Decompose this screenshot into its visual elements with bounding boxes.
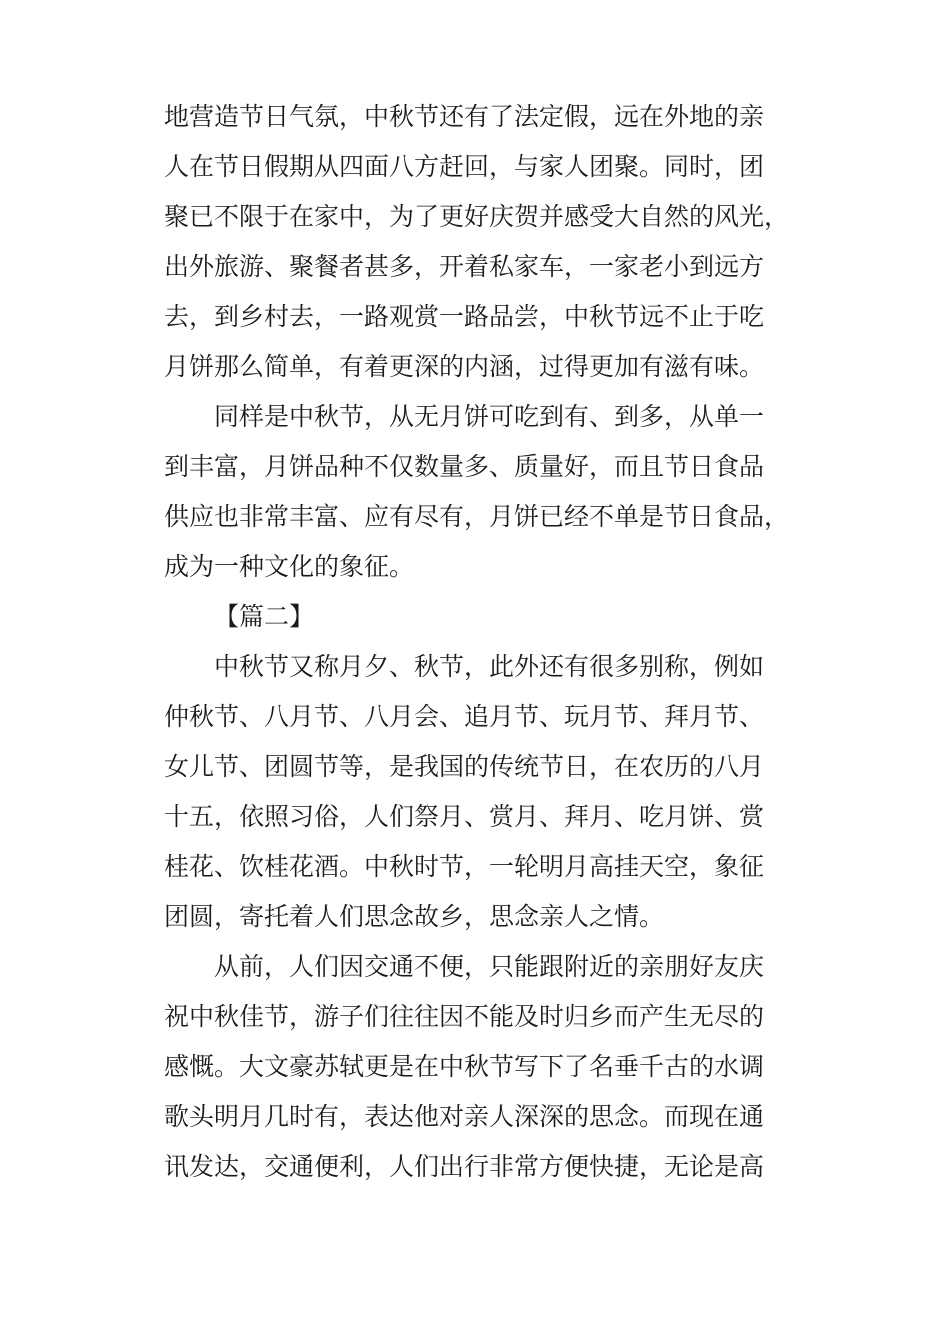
- text-line: 歌头明月几时有，表达他对亲人深深的思念。而现在通: [164, 1102, 765, 1131]
- text-line: 感慨。大文豪苏轼更是在中秋节写下了名垂千古的水调: [164, 1052, 765, 1081]
- paragraph-first-line: 从前，人们因交通不便，只能跟附近的亲朋好友庆: [214, 952, 765, 981]
- text-line: 去，到乡村去，一路观赏一路品尝，中秋节远不止于吃: [164, 302, 765, 331]
- text-line: 月饼那么简单，有着更深的内涵，过得更加有滋有味。: [164, 352, 765, 381]
- paragraph-first-line: 中秋节又称月夕、秋节，此外还有很多别称，例如: [214, 652, 765, 681]
- text-line: 出外旅游、聚餐者甚多，开着私家车，一家老小到远方: [164, 252, 765, 281]
- text-line: 团圆，寄托着人们思念故乡，思念亲人之情。: [164, 902, 665, 931]
- paragraph-first-line: 同样是中秋节，从无月饼可吃到有、到多，从单一: [214, 402, 765, 431]
- text-line: 到丰富，月饼品种不仅数量多、质量好，而且节日食品: [164, 452, 765, 481]
- text-line: 成为一种文化的象征。: [164, 552, 415, 581]
- text-line: 十五，依照习俗，人们祭月、赏月、拜月、吃月饼、赏: [164, 802, 765, 831]
- text-line: 祝中秋佳节，游子们往往因不能及时归乡而产生无尽的: [164, 1002, 765, 1031]
- text-line: 聚已不限于在家中，为了更好庆贺并感受大自然的风光，: [164, 202, 790, 231]
- document-body: [164, 92, 794, 1192]
- text-line: 仲秋节、八月节、八月会、追月节、玩月节、拜月节、: [164, 702, 765, 731]
- section-heading: 【篇二】: [214, 602, 315, 631]
- text-line: 供应也非常丰富、应有尽有，月饼已经不单是节日食品，: [164, 502, 790, 531]
- text-line: 桂花、饮桂花酒。中秋时节，一轮明月高挂天空，象征: [164, 852, 765, 881]
- text-line: 女儿节、团圆节等，是我国的传统节日，在农历的八月: [164, 752, 765, 781]
- text-line: 讯发达，交通便利，人们出行非常方便快捷，无论是高: [164, 1152, 765, 1181]
- text-line: 地营造节日气氛，中秋节还有了法定假，远在外地的亲: [164, 102, 765, 131]
- text-line: 人在节日假期从四面八方赶回，与家人团聚。同时，团: [164, 152, 765, 181]
